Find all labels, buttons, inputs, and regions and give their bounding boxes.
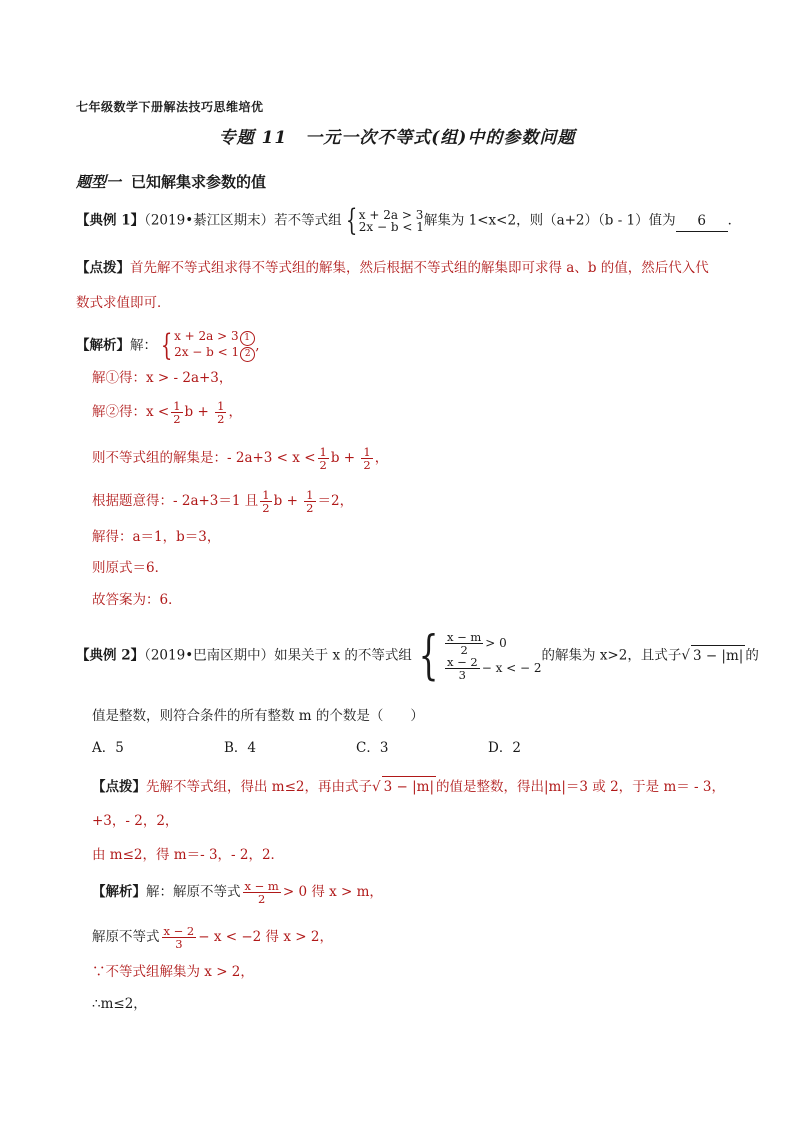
example1-tip-line1: 【点拨】首先解不等式组求得不等式组的解集，然后根据不等式组的解集即可求得 a、b 的值，然后代入代 [76, 260, 709, 276]
choice-a: A．5 [92, 740, 124, 756]
example1-step2: 解②得：x < $\frac{1}{2}$ b + $\frac{1}{2}$ ， [92, 399, 242, 426]
series-header: 七年级数学下册解法技巧思维培优 [76, 100, 264, 114]
sqrt-expression: 3 − |m| [691, 645, 745, 666]
tip-label: 【点拨】 [92, 779, 146, 795]
example1-step7: 故答案为：6． [92, 592, 182, 608]
left-brace-icon: { [418, 626, 439, 686]
section-heading [76, 171, 266, 192]
example2-question: 【典例 2】（2019•巴南区期中）如果关于 x 的不等式组 { $\frac{x - m}{2}$ > 0 $\frac{x - 2}{3}$ − x < − 2 的解集为 x>2，且式子√ 3 − |m| 的 [76, 626, 759, 686]
left-brace-icon: { [160, 328, 173, 363]
example1-source: （2019•綦江区期末）若不等式组 [144, 212, 342, 229]
circled-number-icon: 2 [240, 347, 255, 362]
example1-label: 【典例 1】 [76, 212, 145, 229]
left-brace-icon: { [345, 203, 357, 238]
solution-label: 【解析】 [92, 884, 146, 900]
example2-tip-line2: +3，- 2，2， [92, 813, 179, 829]
example2-line2: 值是整数，则符合条件的所有整数 m 的个数是（ ） [92, 708, 424, 724]
example1-step3: 则不等式组的解集是：- 2a+3 < x < $\frac{1}{2}$ b + $\frac{1}{2}$ ， [92, 445, 389, 472]
example1-solution-head: 【解析】解： { x + 2a > 3 1 2x − b < 1 2 , [76, 328, 260, 363]
example2-system: $\frac{x - m}{2}$ > 0 $\frac{x - 2}{3}$ − x < − 2 [446, 630, 542, 682]
circled-number-icon: 1 [240, 331, 255, 346]
section-badge: 题型一 [76, 173, 122, 191]
example1-step1: 解①得：x > - 2a+3， [92, 370, 233, 386]
example1-question: 【典例 1】（2019•綦江区期末）若不等式组 { x + 2a > 3 2x − b < 1 解集为 1<x<2，则（a+2）（b - 1）值为 6 ． [76, 203, 742, 238]
example2-label: 【典例 2】 [76, 647, 145, 664]
example1-step4: 根据题意得：- 2a+3＝1 且 $\frac{1}{2}$ b + $\frac{1}{2}$ ＝2， [92, 488, 354, 515]
example1-text: 解集为 1<x<2，则（a+2）（b - 1）值为 [423, 212, 676, 229]
example2-solution-line3: ∵不等式组解集为 x > 2， [92, 964, 254, 980]
section-title: 已知解集求参数的值 [131, 173, 267, 191]
choice-b: B．4 [224, 740, 257, 756]
choice-d: D．2 [488, 740, 521, 756]
example1-tip-line2: 数式求值即可． [76, 295, 171, 311]
example2-choices [92, 738, 620, 758]
choice-c: C．3 [356, 740, 389, 756]
example2-source: （2019•巴南区期中）如果关于 x 的不等式组 [144, 647, 412, 664]
example1-step6: 则原式＝6． [92, 560, 169, 576]
example2-solution-line1: 【解析】解：解原不等式 $\frac{x - m}{2}$ > 0 得 x > m， [92, 879, 383, 906]
tip-label: 【点拨】 [76, 260, 130, 276]
example2-solution-line2: 解原不等式 $\frac{x - 2}{3}$ − x < −2 得 x > 2， [92, 924, 333, 951]
example1-solution-system: x + 2a > 3 1 2x − b < 1 2 [174, 330, 255, 362]
page-title: 专题 11 一元一次不等式(组)中的参数问题 [218, 128, 576, 148]
example1-system: x + 2a > 3 2x − b < 1 [358, 208, 424, 234]
example2-tip-line3: 由 m≤2，得 m＝- 3，- 2，2． [92, 847, 285, 863]
example1-answer: 6 [676, 211, 728, 232]
solution-label: 【解析】 [76, 337, 130, 354]
example2-tip-line1: 【点拨】先解不等式组，得出 m≤2，再由式子√ 3 − |m| 的值是整数，得出|m|＝3 或 2，于是 m＝ - 3， [92, 776, 725, 797]
example2-solution-line4: ∴m≤2， [92, 996, 147, 1012]
example1-step5: 解得：a＝1，b＝3， [92, 529, 221, 545]
